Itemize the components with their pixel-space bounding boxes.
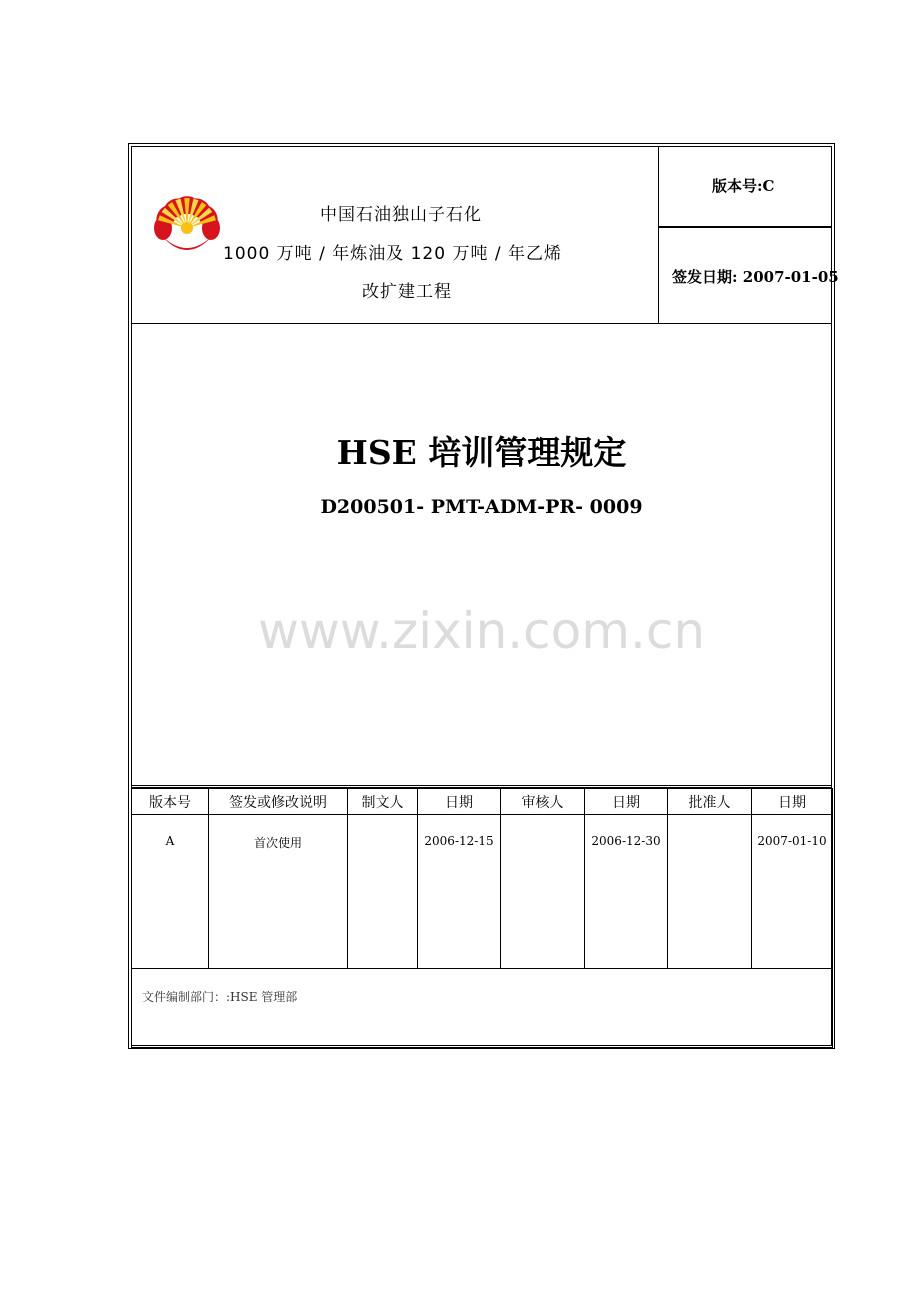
column-header: 日期 <box>585 789 668 815</box>
issue-date-label: 签发日期: 2007-01-05 <box>672 268 839 286</box>
revision-table <box>131 788 833 1048</box>
project-name-line2: 改扩建工程 <box>362 282 452 302</box>
table-cell: 2006-12-30 <box>585 815 668 969</box>
petrochina-logo-icon <box>150 176 224 256</box>
column-header: 日期 <box>418 789 501 815</box>
revision-table-header <box>132 789 833 815</box>
department-row <box>132 969 833 1048</box>
department-label: 文件编制部门：:HSE 管理部 <box>132 969 833 1048</box>
document-title: HSE 培训管理规定 <box>336 433 627 472</box>
column-header: 签发或修改说明 <box>209 789 348 815</box>
table-cell: A <box>132 815 209 969</box>
column-header: 版本号 <box>132 789 209 815</box>
project-name-line1: 1000 万吨 / 年炼油及 120 万吨 / 年乙烯 <box>223 244 562 264</box>
column-header: 审核人 <box>501 789 585 815</box>
org-name: 中国石油独山子石化 <box>320 205 482 225</box>
column-header: 批准人 <box>668 789 752 815</box>
column-header: 制文人 <box>348 789 418 815</box>
table-row <box>132 815 833 969</box>
column-header: 日期 <box>752 789 833 815</box>
logo-sun <box>181 222 193 234</box>
watermark: www.zixin.com.cn <box>257 602 706 660</box>
table-cell: 首次使用 <box>209 815 348 969</box>
version-label: 版本号:C <box>712 177 775 195</box>
table-cell <box>348 815 418 969</box>
table-cell <box>501 815 585 969</box>
table-cell: 2007-01-10 <box>752 815 833 969</box>
table-cell: 2006-12-15 <box>418 815 501 969</box>
logo-base <box>162 236 212 250</box>
table-cell <box>668 815 752 969</box>
document-number: D200501- PMT-ADM-PR- 0009 <box>320 496 643 518</box>
